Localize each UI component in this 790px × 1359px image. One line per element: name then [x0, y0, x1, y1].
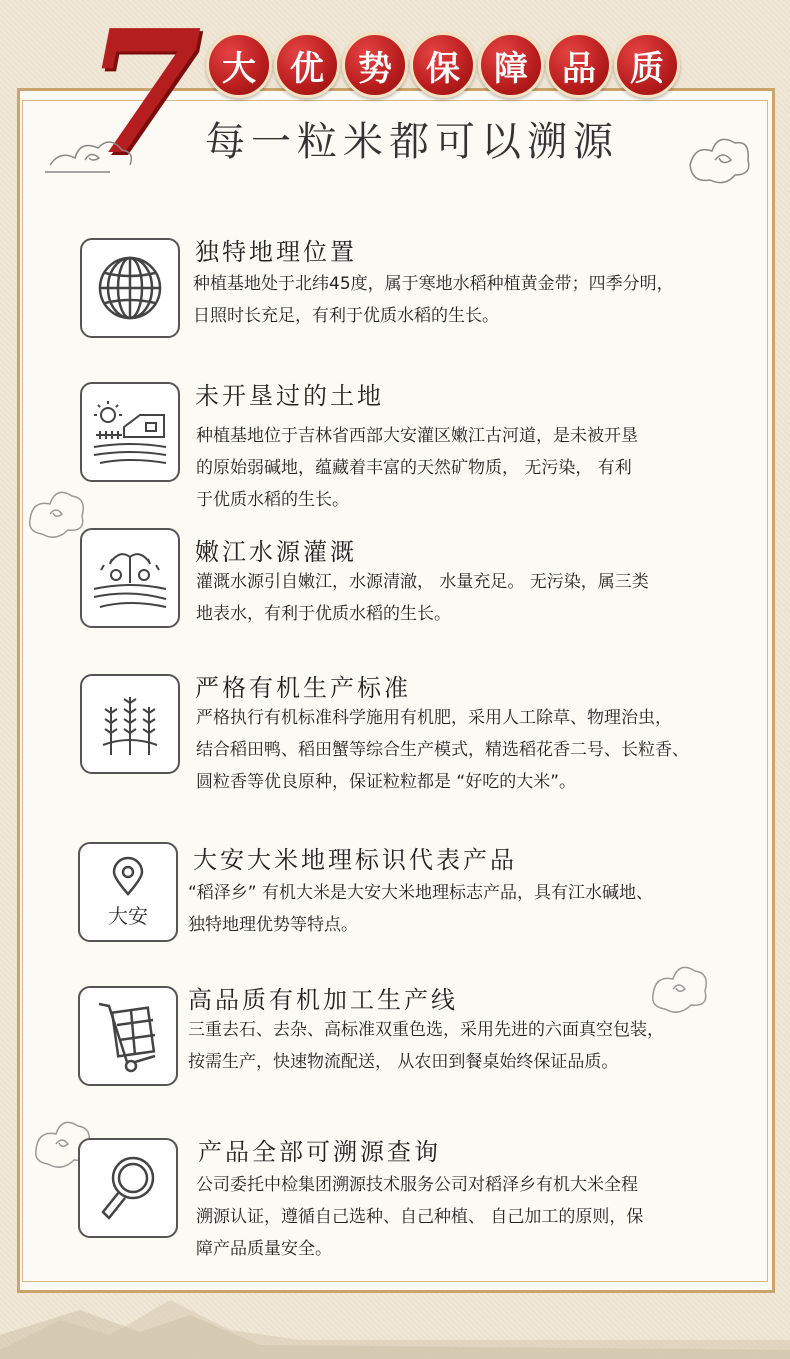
location-label: 大安: [108, 903, 148, 928]
cart-icon: [78, 986, 178, 1086]
title-badge: 保: [410, 32, 476, 98]
farmhouse-icon: [80, 382, 180, 482]
globe-icon: [80, 238, 180, 338]
feature-title: 高品质有机加工生产线: [188, 986, 458, 1014]
title-badge: 质: [614, 32, 680, 98]
feature-title: 大安大米地理标识代表产品: [193, 846, 517, 874]
title-badges: [206, 32, 680, 98]
location-pin-icon: [78, 842, 178, 942]
title-badge: 障: [478, 32, 544, 98]
cloud-ornament-icon: [40, 120, 140, 180]
feature-description: “稻泽乡” 有机大米是大安大米地理标志产品，具有江水碱地、 独特地理优势等特点。: [188, 883, 654, 935]
feature-description: 灌溉水源引自嫩江，水源清澈， 水量充足。 无污染，属三类 地表水，有利于优质水稻的生长。: [196, 572, 649, 624]
wheat-icon: [80, 674, 180, 774]
feature-description: 种植基地处于北纬45度，属于寒地水稻种植黄金带；四季分明， 日照时长充足，有利于优质水稻的生长。: [193, 274, 674, 326]
big-seven-numeral: 7: [84, 0, 203, 193]
title-badge: 势: [342, 32, 408, 98]
feature-title: 未开垦过的土地: [195, 382, 384, 410]
page-subtitle: 每一粒米都可以溯源: [205, 119, 619, 165]
feature-description: 公司委托中检集团溯源技术服务公司对稻泽乡有机大米全程 溯源认证，遵循自己选种、自己种植、 自己加工的原则，保 障产品质量安全。: [196, 1175, 644, 1259]
magnifier-icon: [78, 1138, 178, 1238]
title-badge: 优: [274, 32, 340, 98]
cloud-ornament-icon: [680, 125, 760, 200]
title-badge: 大: [206, 32, 272, 98]
title-badge: 品: [546, 32, 612, 98]
feature-description: 严格执行有机标准科学施用有机肥，采用人工除草、物理治虫， 结合稻田鸭、稻田蟹等综合生产模式，精选稻花香二号、长粒香、 圆粒香等优良原种，保证粒粒都是 “好吃的大米”。: [196, 708, 689, 792]
irrigation-icon: [80, 528, 180, 628]
feature-title: 严格有机生产标准: [195, 674, 411, 702]
feature-title: 产品全部可溯源查询: [198, 1138, 441, 1166]
feature-title: 嫩江水源灌溉: [195, 538, 357, 566]
feature-title: 独特地理位置: [195, 238, 357, 266]
feature-description: 三重去石、去杂、高标准双重色选，采用先进的六面真空包装， 按需生产，快速物流配送， 从农田到餐桌始终保证品质。: [188, 1020, 664, 1072]
feature-description: 种植基地位于吉林省西部大安灌区嫩江古河道，是未被开垦 的原始弱碱地，蕴藏着丰富的天然矿物质， 无污染， 有利 于优质水稻的生长。: [196, 426, 638, 510]
